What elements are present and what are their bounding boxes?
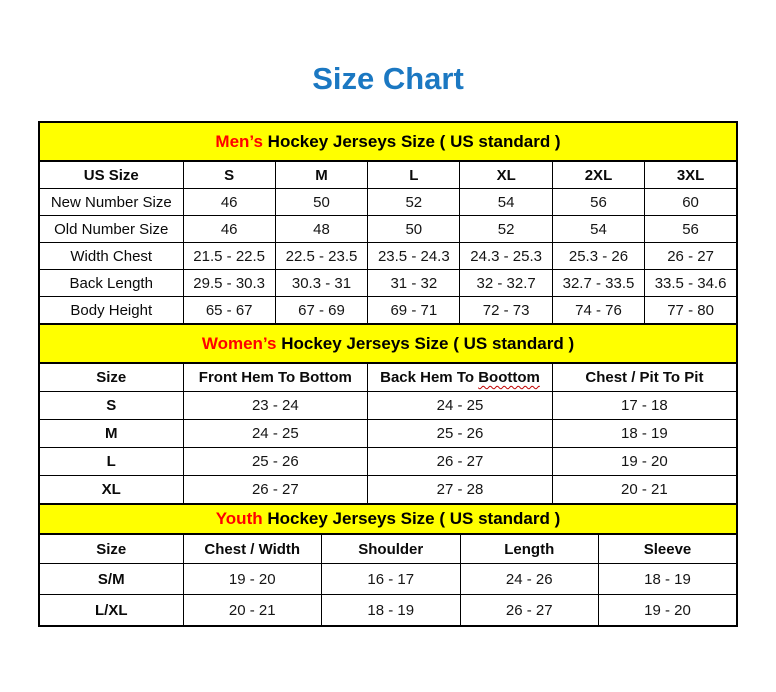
row-label: Body Height [39,297,183,325]
mens-size-table [38,121,738,325]
band-title-red: Women’s [201,333,277,353]
size-value-cell: 24 - 26 [460,564,599,595]
youth-band-title [39,504,737,534]
size-value-cell: 31 - 32 [368,270,460,297]
column-header: L [368,161,460,189]
size-value-cell: 16 - 17 [322,564,461,595]
table-row [39,448,737,476]
size-value-cell: 18 - 19 [599,564,738,595]
size-value-cell: 46 [183,216,275,243]
size-value-cell: 21.5 - 22.5 [183,243,275,270]
size-value-cell: 72 - 73 [460,297,552,325]
table-row [39,297,737,325]
womens-size-table [38,323,738,505]
size-value-cell: 25.3 - 26 [552,243,644,270]
size-value-cell: 20 - 21 [552,476,737,505]
column-header: Chest / Pit To Pit [552,363,737,392]
size-value-cell: 23 - 24 [183,392,368,420]
size-value-cell: 67 - 69 [275,297,367,325]
size-value-cell: 24.3 - 25.3 [460,243,552,270]
size-value-cell: 26 - 27 [460,595,599,627]
size-value-cell: 74 - 76 [552,297,644,325]
column-header: Length [460,534,599,564]
column-header: Back Hem To Boottom [368,363,553,392]
size-value-cell: 18 - 19 [552,420,737,448]
size-value-cell: 17 - 18 [552,392,737,420]
size-value-cell: 77 - 80 [645,297,737,325]
column-header: XL [460,161,552,189]
size-value-cell: 32 - 32.7 [460,270,552,297]
womens-band-title [39,324,737,363]
column-header: Chest / Width [183,534,322,564]
table-row [39,420,737,448]
size-value-cell: 52 [460,216,552,243]
size-value-cell: 46 [183,189,275,216]
table-row [39,595,737,627]
size-value-cell: 24 - 25 [368,392,553,420]
size-value-cell: 56 [645,216,737,243]
size-value-cell: 48 [275,216,367,243]
size-value-cell: 19 - 20 [183,564,322,595]
size-value-cell: 24 - 25 [183,420,368,448]
column-header: Front Hem To Bottom [183,363,368,392]
size-value-cell: 19 - 20 [599,595,738,627]
column-header: Sleeve [599,534,738,564]
band-title-text: Hockey Jerseys Size ( US standard ) [262,131,561,151]
row-label: S [39,392,183,420]
size-value-cell: 32.7 - 33.5 [552,270,644,297]
table-row [39,564,737,595]
size-value-cell: 25 - 26 [183,448,368,476]
size-tables-container [38,121,738,627]
column-header: US Size [39,161,183,189]
table-row [39,270,737,297]
table-row [39,476,737,505]
misspelled-word: Boottom [478,369,540,386]
size-value-cell: 30.3 - 31 [275,270,367,297]
size-value-cell: 25 - 26 [368,420,553,448]
size-value-cell: 52 [368,189,460,216]
size-value-cell: 50 [368,216,460,243]
table-row [39,392,737,420]
size-value-cell: 29.5 - 30.3 [183,270,275,297]
band-title-text: Hockey Jerseys Size ( US standard ) [276,333,575,353]
row-label: Width Chest [39,243,183,270]
row-label: Back Length [39,270,183,297]
size-value-cell: 54 [552,216,644,243]
size-value-cell: 23.5 - 24.3 [368,243,460,270]
mens-band-title [39,122,737,161]
row-label: M [39,420,183,448]
column-header: Size [39,363,183,392]
band-title-red: Youth [215,509,263,528]
column-header: 3XL [645,161,737,189]
row-label: L [39,448,183,476]
row-label: New Number Size [39,189,183,216]
band-title-red: Men’s [215,131,263,151]
size-value-cell: 33.5 - 34.6 [645,270,737,297]
size-value-cell: 54 [460,189,552,216]
table-row [39,243,737,270]
page-title: Size Chart [312,61,464,96]
size-value-cell: 65 - 67 [183,297,275,325]
size-value-cell: 50 [275,189,367,216]
size-value-cell: 19 - 20 [552,448,737,476]
column-header: S [183,161,275,189]
column-header: Shoulder [322,534,461,564]
row-label: S/M [39,564,183,595]
band-title-text: Hockey Jerseys Size ( US standard ) [262,509,561,528]
size-value-cell: 18 - 19 [322,595,461,627]
row-label: L/XL [39,595,183,627]
size-value-cell: 56 [552,189,644,216]
size-value-cell: 20 - 21 [183,595,322,627]
table-row [39,216,737,243]
size-value-cell: 26 - 27 [368,448,553,476]
size-value-cell: 27 - 28 [368,476,553,505]
row-label: Old Number Size [39,216,183,243]
size-value-cell: 26 - 27 [645,243,737,270]
youth-size-table [38,503,738,627]
column-header: 2XL [552,161,644,189]
size-value-cell: 26 - 27 [183,476,368,505]
size-value-cell: 60 [645,189,737,216]
row-label: XL [39,476,183,505]
table-row [39,189,737,216]
column-header: Size [39,534,183,564]
column-header: M [275,161,367,189]
size-value-cell: 22.5 - 23.5 [275,243,367,270]
size-value-cell: 69 - 71 [368,297,460,325]
